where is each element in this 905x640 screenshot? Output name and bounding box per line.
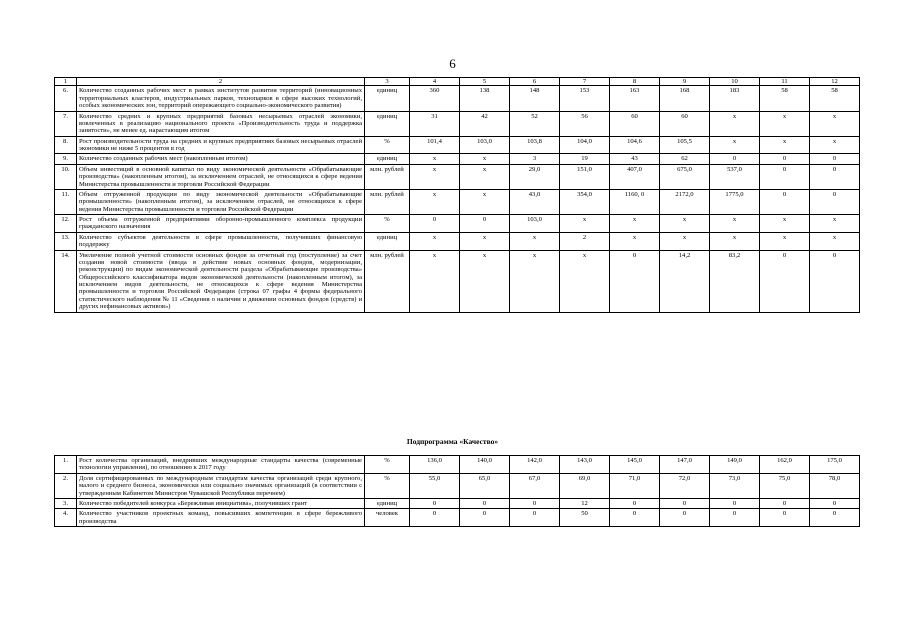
indicator-name: Количество средних и крупных предприятий базовых несырьевых отраслей экономики, вовлеченных в реализацию национального проекта «Производительность труда и поддержка занятости», не менее ед. нарастающим итогом [77, 111, 365, 136]
value-cell: 168 [660, 86, 710, 111]
value-cell: 1775,0 [710, 189, 760, 214]
table-row [55, 111, 860, 136]
table-row [55, 136, 860, 154]
unit-cell: единиц [365, 232, 410, 250]
value-cell: x [660, 215, 710, 233]
header-cell: 6 [510, 78, 560, 86]
value-cell: 0 [760, 498, 810, 508]
unit-cell: млн. рублей [365, 189, 410, 214]
row-number: 3. [55, 498, 77, 508]
value-cell: 104,6 [610, 136, 660, 154]
value-cell: 0 [810, 164, 860, 189]
value-cell: x [410, 250, 460, 312]
value-cell: x [410, 164, 460, 189]
value-cell: x [510, 232, 560, 250]
value-cell: 75,0 [760, 473, 810, 498]
value-cell: x [410, 189, 460, 214]
value-cell: 3 [510, 154, 560, 164]
unit-cell: млн. рублей [365, 250, 410, 312]
value-cell: x [560, 215, 610, 233]
row-number: 1. [55, 456, 77, 474]
value-cell: 147,0 [660, 456, 710, 474]
value-cell: 103,0 [510, 215, 560, 233]
value-cell: 145,0 [610, 456, 660, 474]
value-cell: x [760, 136, 810, 154]
value-cell: 43,0 [510, 189, 560, 214]
value-cell: x [810, 111, 860, 136]
value-cell: x [460, 164, 510, 189]
value-cell: x [710, 111, 760, 136]
value-cell: x [460, 189, 510, 214]
table-row [55, 250, 860, 312]
value-cell: 78,0 [810, 473, 860, 498]
unit-cell: единиц [365, 154, 410, 164]
value-cell: 65,0 [460, 473, 510, 498]
value-cell: x [560, 250, 610, 312]
indicator-name: Увеличение полной учетной стоимости основных фондов за отчетный год (поступление) за счет создания новой стоимости (ввода в действие новых основных фондов, модернизации, реконструкции) по видам экономической деятельности раздела «Обрабатывающие производства» Общероссийского классификатора видов экономической деятельности (накопленным итогом), за исключением видов деятельности, не относящихся к сфере ведения Министерства промышленности и торговли Российской Федерации (строка 07 графы 4 формы федерального статистического наблюдения № 11 «Сведения о наличии и движении основных фондов (средств) и других нефинансовых активов») [77, 250, 365, 312]
header-cell: 5 [460, 78, 510, 86]
value-cell: x [810, 136, 860, 154]
row-number: 13. [55, 232, 77, 250]
value-cell: x [710, 136, 760, 154]
value-cell: 0 [410, 509, 460, 527]
value-cell: 162,0 [760, 456, 810, 474]
value-cell: 0 [510, 509, 560, 527]
indicator-name: Рост производительности труда на средних и крупных предприятиях базовых несырьевых отраслей экономики не ниже 5 процентов в год [77, 136, 365, 154]
value-cell: x [810, 215, 860, 233]
value-cell: 140,0 [460, 456, 510, 474]
value-cell: 101,4 [410, 136, 460, 154]
quality-subprogram-table [54, 455, 860, 527]
value-cell: x [460, 154, 510, 164]
header-cell: 3 [365, 78, 410, 86]
indicator-name: Количество созданных рабочих мест (накопленным итогом) [77, 154, 365, 164]
value-cell: x [710, 232, 760, 250]
value-cell: 104,0 [560, 136, 610, 154]
value-cell: x [760, 232, 810, 250]
table-header-row [55, 78, 860, 86]
value-cell: 0 [410, 215, 460, 233]
header-cell: 8 [610, 78, 660, 86]
row-number: 2. [55, 473, 77, 498]
value-cell: 55,0 [410, 473, 460, 498]
value-cell: 0 [760, 509, 810, 527]
value-cell: 0 [460, 498, 510, 508]
unit-cell: % [365, 456, 410, 474]
value-cell: 14,2 [660, 250, 710, 312]
table-row [55, 473, 860, 498]
row-number: 9. [55, 154, 77, 164]
row-number: 12. [55, 215, 77, 233]
indicator-name: Объем отгруженной продукции по виду экономической деятельности «Обрабатывающие промышленности» (накопленным итогом), за исключением отраслей, не относящихся к сфере ведения Министерства промышленности и торговли Российской Федерации [77, 189, 365, 214]
indicators-table [54, 77, 860, 313]
value-cell: 0 [810, 498, 860, 508]
row-number: 7. [55, 111, 77, 136]
value-cell: 0 [660, 509, 710, 527]
header-cell: 9 [660, 78, 710, 86]
value-cell: x [660, 232, 710, 250]
value-cell: 103,8 [510, 136, 560, 154]
value-cell: 60 [610, 111, 660, 136]
value-cell: 52 [510, 111, 560, 136]
value-cell: 183 [710, 86, 760, 111]
value-cell: 0 [760, 250, 810, 312]
table-row [55, 498, 860, 508]
value-cell: 0 [810, 250, 860, 312]
table-row [55, 215, 860, 233]
unit-cell: % [365, 215, 410, 233]
value-cell: x [410, 154, 460, 164]
value-cell: 151,0 [560, 164, 610, 189]
value-cell: 71,0 [610, 473, 660, 498]
value-cell: 29,0 [510, 164, 560, 189]
value-cell: 0 [710, 498, 760, 508]
header-cell: 2 [77, 78, 365, 86]
indicator-name: Количество участников проектных команд, повысивших компетенции в сфере бережливого производства [77, 509, 365, 527]
value-cell: 175,0 [810, 456, 860, 474]
value-cell: 0 [760, 154, 810, 164]
value-cell: x [410, 232, 460, 250]
value-cell: 675,0 [660, 164, 710, 189]
value-cell: 136,0 [410, 456, 460, 474]
row-number: 11. [55, 189, 77, 214]
value-cell: 148 [510, 86, 560, 111]
table-row [55, 456, 860, 474]
value-cell: 83,2 [710, 250, 760, 312]
unit-cell: единиц [365, 498, 410, 508]
value-cell: 19 [560, 154, 610, 164]
value-cell: 43 [610, 154, 660, 164]
value-cell: x [760, 215, 810, 233]
value-cell: 2172,0 [660, 189, 710, 214]
value-cell: 354,0 [560, 189, 610, 214]
value-cell: x [810, 232, 860, 250]
value-cell: 407,0 [610, 164, 660, 189]
value-cell: 0 [760, 189, 810, 214]
value-cell: 0 [810, 154, 860, 164]
row-number: 10. [55, 164, 77, 189]
value-cell: 42 [460, 111, 510, 136]
value-cell: x [610, 215, 660, 233]
unit-cell: единиц [365, 111, 410, 136]
table-row [55, 189, 860, 214]
table-row [55, 509, 860, 527]
value-cell: 0 [460, 215, 510, 233]
header-cell: 11 [760, 78, 810, 86]
header-cell: 7 [560, 78, 610, 86]
value-cell: 69,0 [560, 473, 610, 498]
value-cell: 0 [610, 509, 660, 527]
value-cell: x [760, 111, 810, 136]
value-cell: 50 [560, 509, 610, 527]
value-cell: 72,0 [660, 473, 710, 498]
header-cell: 10 [710, 78, 760, 86]
value-cell: 153 [560, 86, 610, 111]
indicator-name: Количество победителей конкурса «Бережливая инициатива», получивших грант [77, 498, 365, 508]
indicator-name: Рост объема отгруженной предприятиями оборонно-промышленного комплекса продукции гражданского назначения [77, 215, 365, 233]
value-cell: 67,0 [510, 473, 560, 498]
value-cell: 58 [810, 86, 860, 111]
value-cell: x [460, 250, 510, 312]
table-row [55, 232, 860, 250]
indicator-name: Рост количества организаций, внедривших международные стандарты качества (современные технологии управления), по отношению к 2017 году [77, 456, 365, 474]
row-number: 14. [55, 250, 77, 312]
unit-cell: человек [365, 509, 410, 527]
value-cell: 62 [660, 154, 710, 164]
value-cell: 143,0 [560, 456, 610, 474]
value-cell: 12 [560, 498, 610, 508]
value-cell: 0 [710, 509, 760, 527]
table-row [55, 154, 860, 164]
value-cell: 0 [710, 154, 760, 164]
indicator-name: Количество созданных рабочих мест в рамках институтов развития территорий (инновационных территориальных кластеров, индустриальных парков, технопарков в сфере высоких технологий, особых экономических зон, территорий опережающего социально-экономического развития) [77, 86, 365, 111]
unit-cell: единиц [365, 86, 410, 111]
value-cell: 360 [410, 86, 460, 111]
row-number: 4. [55, 509, 77, 527]
value-cell: 163 [610, 86, 660, 111]
indicator-name: Объем инвестиций в основной капитал по виду экономической деятельности «Обрабатывающие производства» (накопленным итогом), за исключением отраслей, не относящихся к сфере ведения Министерства промышленности и торговли Российской Федерации [77, 164, 365, 189]
header-cell: 12 [810, 78, 860, 86]
row-number: 6. [55, 86, 77, 111]
table-row [55, 86, 860, 111]
value-cell: 0 [510, 498, 560, 508]
header-cell: 1 [55, 78, 77, 86]
value-cell: 58 [760, 86, 810, 111]
table-row [55, 164, 860, 189]
header-cell: 4 [410, 78, 460, 86]
value-cell: 1160, 0 [610, 189, 660, 214]
value-cell: 73,0 [710, 473, 760, 498]
value-cell: 0 [760, 164, 810, 189]
value-cell: 142,0 [510, 456, 560, 474]
value-cell: 0 [810, 509, 860, 527]
page-number: 6 [449, 56, 456, 71]
value-cell: 0 [610, 250, 660, 312]
unit-cell: % [365, 136, 410, 154]
value-cell: 2 [560, 232, 610, 250]
value-cell: 56 [560, 111, 610, 136]
value-cell: 103,0 [460, 136, 510, 154]
value-cell: 60 [660, 111, 710, 136]
value-cell: x [460, 232, 510, 250]
value-cell: 0 [460, 509, 510, 527]
value-cell: 0 [610, 498, 660, 508]
value-cell: 31 [410, 111, 460, 136]
value-cell: x [510, 250, 560, 312]
value-cell: 0 [660, 498, 710, 508]
unit-cell: млн. рублей [365, 164, 410, 189]
value-cell: x [710, 215, 760, 233]
unit-cell: % [365, 473, 410, 498]
indicator-name: Доля сертифицированных по международным стандартам качества организаций среди крупного, малого и среднего бизнеса, экономически или социально значимых организаций (в соответствии с утвержденным Кабинетом Министров Чувашской Республики перечнем) [77, 473, 365, 498]
row-number: 8. [55, 136, 77, 154]
value-cell: 0 [810, 189, 860, 214]
value-cell: 537,0 [710, 164, 760, 189]
value-cell: x [610, 232, 660, 250]
indicator-name: Количество субъектов деятельности в сфере промышленности, получивших финансовую поддержку [77, 232, 365, 250]
value-cell: 105,5 [660, 136, 710, 154]
value-cell: 0 [410, 498, 460, 508]
value-cell: 149,0 [710, 456, 760, 474]
value-cell: 138 [460, 86, 510, 111]
section-title: Подпрограмма «Качество» [406, 437, 499, 446]
